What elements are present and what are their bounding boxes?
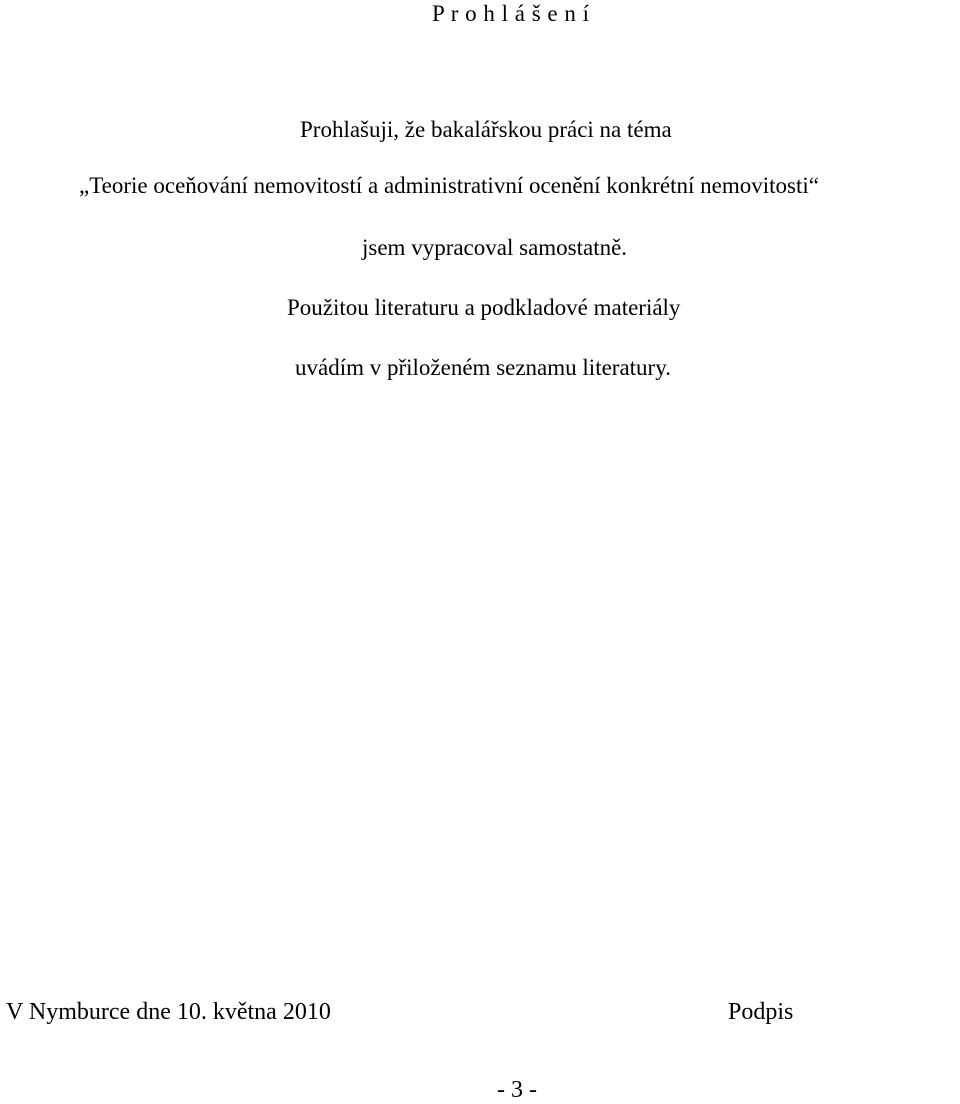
page-number: - 3 -: [497, 1077, 537, 1103]
paragraph-line-3: jsem vypracoval samostatně.: [362, 235, 628, 260]
place-date: V Nymburce dne 10. května 2010: [6, 999, 331, 1025]
paragraph-line-5: uvádím v přiloženém seznamu literatury.: [295, 355, 671, 380]
signature-label: Podpis: [728, 999, 794, 1025]
paragraph-line-4: Použitou literaturu a podkladové materiály: [287, 295, 681, 320]
paragraph-line-2: „Teorie oceňování nemovitostí a administrativní ocenění konkrétní nemovitosti“: [79, 173, 819, 198]
declaration-title: P r o h l á š e n í: [432, 1, 590, 26]
paragraph-line-1: Prohlašuji, že bakalářskou práci na téma: [300, 117, 672, 142]
